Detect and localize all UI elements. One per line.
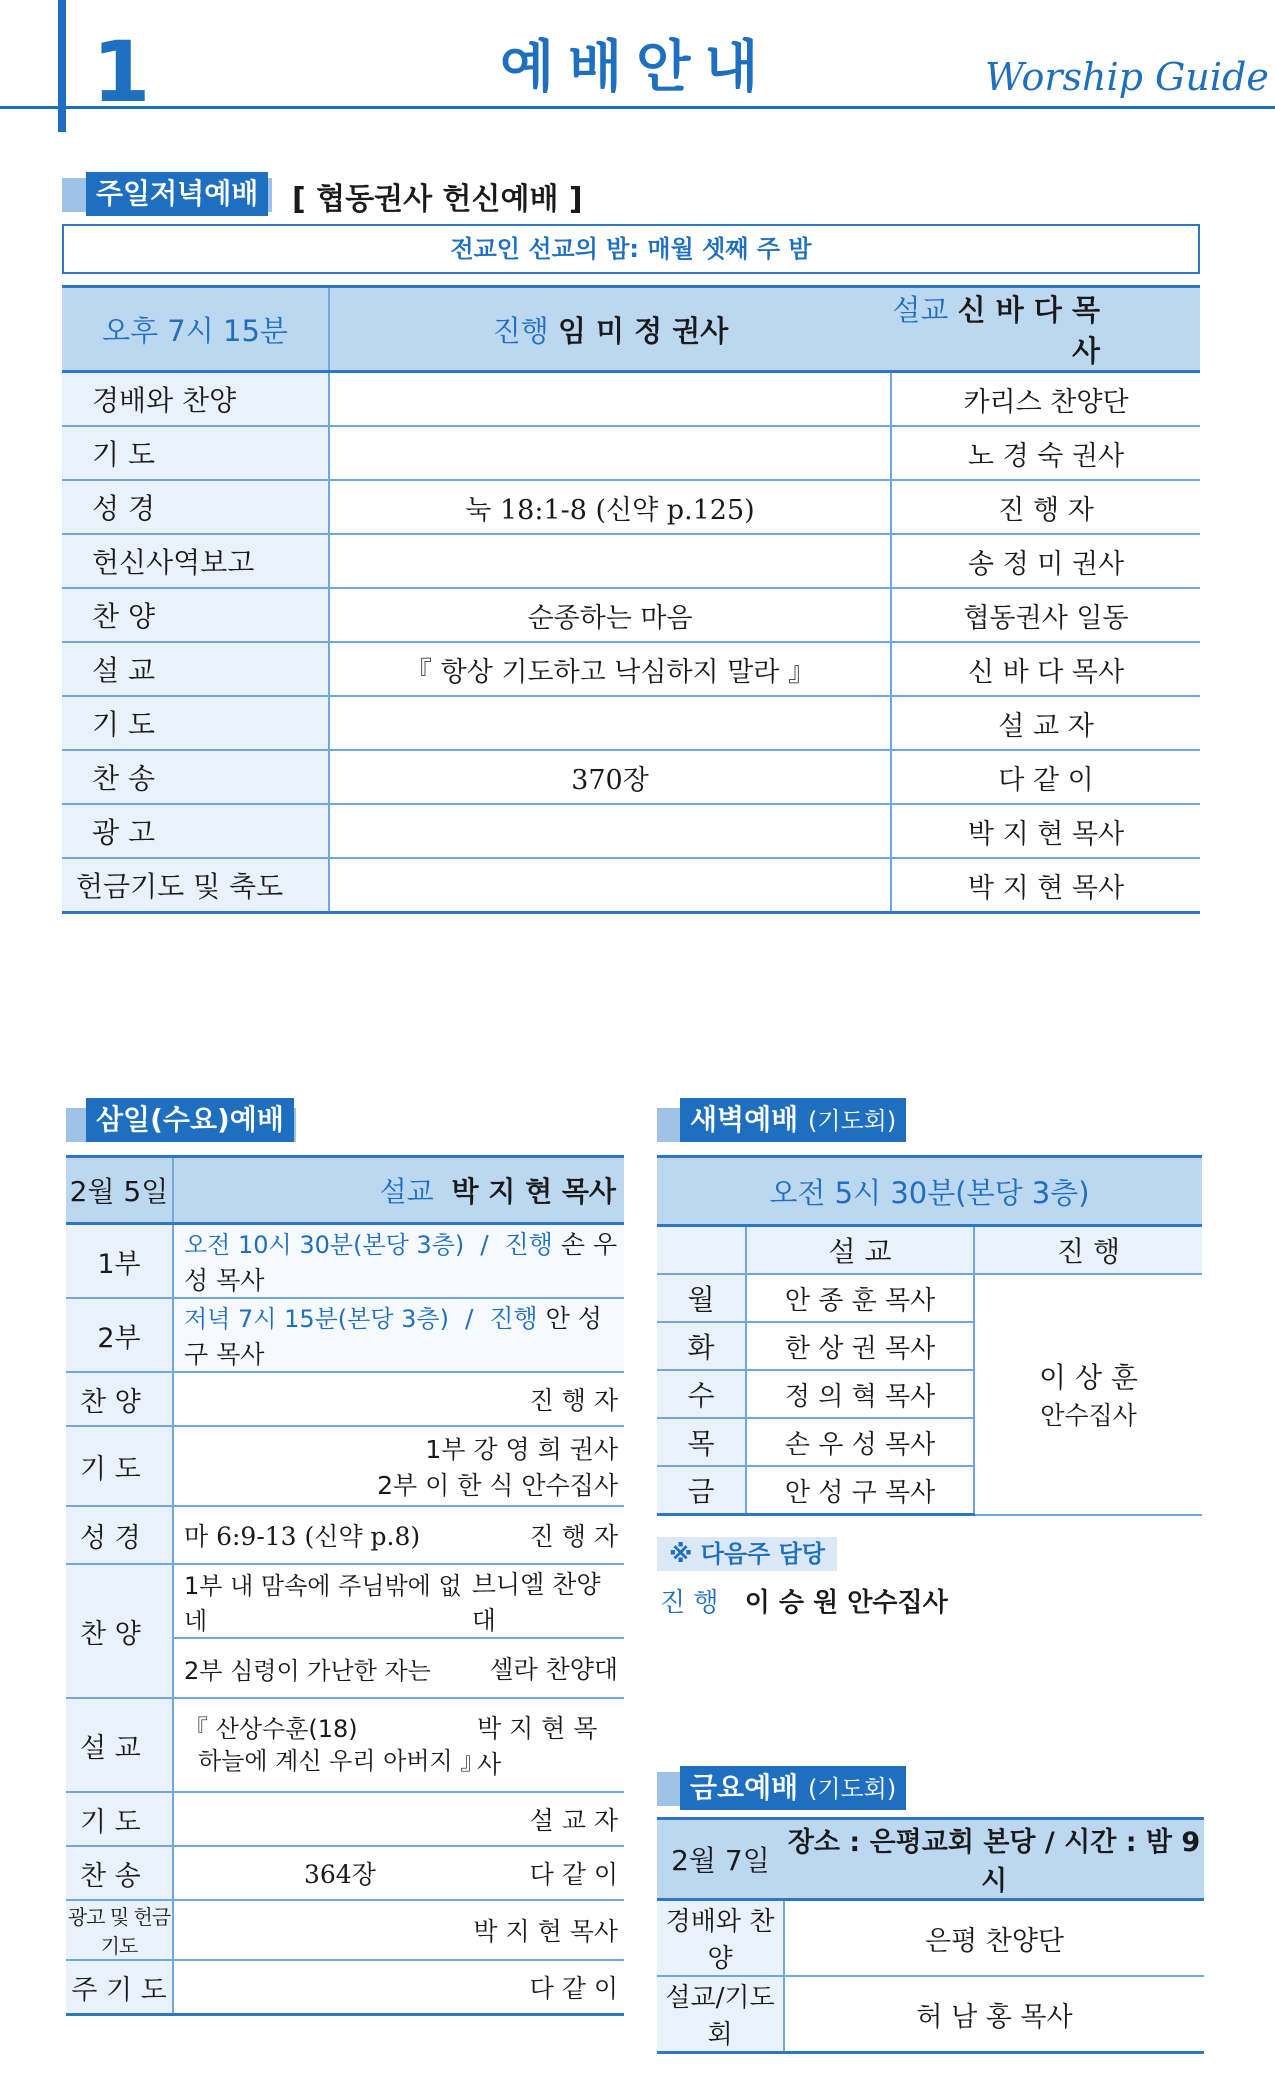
row-detail [173, 1846, 624, 1900]
leader-name: 임 미 정 권사 [557, 313, 729, 348]
day: 화 [657, 1322, 746, 1370]
friday-tag [680, 1766, 906, 1810]
wednesday-table [66, 1155, 624, 2016]
table-row [62, 750, 1200, 804]
table-row [66, 1698, 624, 1792]
part-detail [173, 1298, 624, 1372]
table-row [66, 1564, 624, 1638]
row-label: 기 도 [62, 696, 329, 750]
row-label [66, 1372, 173, 1426]
part-time: 저녁 7시 15분(본당 3층) [184, 1305, 449, 1333]
service-time: 오후 7시 15분 [62, 287, 329, 372]
leader-name: 안 성 구 목사 [184, 1304, 602, 1369]
table-row [62, 372, 1200, 427]
row-person: 박 지 현 목사 [173, 1900, 624, 1960]
dawn-table [657, 1155, 1202, 1516]
dawn-time: 오전 5시 30분(본당 3층) [657, 1157, 1202, 1226]
monthly-banner: 전교인 선교의 밤: 매월 셋째 주 밤 [62, 224, 1200, 274]
row-person: 카리스 찬양단 [891, 372, 1200, 427]
row-person: 송 정 미 권사 [891, 534, 1200, 588]
row-person: 노 경 숙 권사 [891, 426, 1200, 480]
preacher: 정 의 혁 목사 [746, 1370, 974, 1418]
row-label [66, 1426, 173, 1506]
leader-label: 진행 [492, 313, 549, 348]
row-person: 박 지 현 목사 [476, 1714, 598, 1779]
preacher: 안 성 구 목사 [746, 1466, 974, 1515]
col-sermon: 설 교 [746, 1226, 974, 1275]
table-subhead [657, 1226, 1202, 1275]
praise-song: 1부 내 맘속에 주님밖에 없네 [184, 1572, 462, 1635]
day: 금 [657, 1466, 746, 1515]
page-title: 예배안내 [500, 35, 773, 100]
table-head [62, 287, 1200, 372]
preacher-cell [173, 1157, 624, 1224]
table-head [66, 1157, 624, 1224]
table-row [66, 1298, 624, 1372]
row-content [329, 372, 891, 427]
wednesday-tag: 삼일(수요)예배 [86, 1098, 294, 1142]
part-time: 오전 10시 30분(본당 3층) [184, 1231, 465, 1259]
row-person: 신 바 다 목사 [891, 642, 1200, 696]
leader-label: 진행 [504, 1230, 553, 1259]
table-head [657, 1819, 1204, 1900]
row-label: 주 기 도 [66, 1960, 173, 2015]
day-header [657, 1226, 746, 1275]
row-content [329, 534, 891, 588]
header-rule [0, 106, 1275, 109]
row-person: 다 같 이 [529, 1860, 618, 1889]
leader-label: 진행 [489, 1304, 538, 1333]
row-label: 기 도 [62, 426, 329, 480]
dawn-leader-title: 안수집사 [1040, 1401, 1137, 1431]
row-label: 헌신사역보고 [62, 534, 329, 588]
row-person: 설 교 자 [173, 1792, 624, 1846]
row-content [329, 696, 891, 750]
table-row [66, 1426, 624, 1506]
separator: / [464, 1304, 474, 1333]
page-number: 1 [92, 23, 151, 121]
part-label: 1부 [66, 1224, 173, 1299]
table-row [66, 1960, 624, 2015]
row-detail [173, 1698, 624, 1792]
praise-choir: 브니엘 찬양대 [471, 1570, 601, 1635]
row-person: 협동권사 일동 [891, 588, 1200, 642]
separator: / [480, 1230, 489, 1259]
leader-cell [329, 287, 891, 372]
praise-choir: 셀라 찬양대 [489, 1655, 618, 1684]
row-label: 설 교 [62, 642, 329, 696]
label-text: 설 교 [80, 1732, 141, 1764]
label-text: 기 도 [80, 1453, 141, 1485]
prayer-part2: 2부 이 한 식 안수집사 [377, 1471, 618, 1500]
sermon-title-line1: 『 산상수훈(18) [184, 1715, 358, 1743]
row-label [66, 1792, 173, 1846]
page-subtitle: Worship Guide [985, 55, 1269, 99]
preacher-label: 설교 [892, 293, 949, 327]
row-person: 박 지 현 목사 [891, 858, 1200, 913]
row-content: 눅 18:1-8 (신약 p.125) [329, 480, 891, 534]
row-label: 성 경 [62, 480, 329, 534]
row-person: 박 지 현 목사 [891, 804, 1200, 858]
row-person: 은평 찬양단 [784, 1900, 1204, 1977]
friday-tag-title: 금요예배 [690, 1771, 799, 1804]
sunday-evening-table [62, 285, 1200, 914]
sermon-title [184, 1713, 485, 1777]
table-row [62, 696, 1200, 750]
friday-table [657, 1817, 1204, 2054]
table-row [66, 1224, 624, 1299]
date-cell: 2월 5일 [66, 1157, 173, 1224]
praise-part2 [173, 1638, 624, 1698]
sermon-title-line2: 하늘에 계신 우리 아버지 』 [198, 1747, 485, 1775]
row-label: 경배와 찬양 [657, 1900, 784, 1977]
table-row [66, 1792, 624, 1846]
row-detail [173, 1506, 624, 1564]
row-label: 경배와 찬양 [62, 372, 329, 427]
day: 수 [657, 1370, 746, 1418]
table-row [62, 588, 1200, 642]
label-text: 찬 송 [80, 1860, 141, 1892]
friday-tag-small: (기도회) [807, 1775, 897, 1803]
row-person: 진 행 자 [891, 480, 1200, 534]
dawn-tag-small: (기도회) [807, 1107, 897, 1135]
next-leader-label: 진 행 [660, 1588, 719, 1618]
table-row [657, 1976, 1204, 2053]
table-row [66, 1506, 624, 1564]
row-person: 설 교 자 [891, 696, 1200, 750]
prayer-part1: 1부 강 영 희 권사 [425, 1435, 618, 1464]
preacher: 손 우 성 목사 [746, 1418, 974, 1466]
table-row [62, 534, 1200, 588]
row-label: 설교/기도회 [657, 1976, 784, 2053]
preacher: 안 종 훈 목사 [746, 1274, 974, 1322]
row-persons [173, 1426, 624, 1506]
praise-part1 [173, 1564, 624, 1638]
dawn-tag-title: 새벽예배 [690, 1103, 799, 1136]
table-row [66, 1372, 624, 1426]
row-label [66, 1698, 173, 1792]
part-label: 2부 [66, 1298, 173, 1372]
row-label: 광 고 [62, 804, 329, 858]
row-person: 허 남 홍 목사 [784, 1976, 1204, 2053]
row-content [329, 858, 891, 913]
label-text: 성 경 [80, 1522, 141, 1554]
sunday-evening-tag: 주일저녁예배 [86, 172, 268, 216]
friday-date: 2월 7일 [657, 1819, 784, 1900]
table-row [62, 858, 1200, 913]
table-row [657, 1274, 1202, 1322]
dawn-leader [974, 1274, 1202, 1515]
scripture-ref: 마 6:9-13 (신약 p.8) [184, 1522, 421, 1551]
table-row [62, 480, 1200, 534]
row-label: 광고 및 헌금기도 [66, 1900, 173, 1960]
row-label [66, 1564, 173, 1698]
row-content [329, 426, 891, 480]
row-content: 『 항상 기도하고 낙심하지 말라 』 [329, 642, 891, 696]
next-week-label: ※ 다음주 담당 [657, 1537, 837, 1571]
preacher-name: 신 바 다 목사 [957, 293, 1100, 368]
day: 목 [657, 1418, 746, 1466]
part-detail [173, 1224, 624, 1299]
next-week-leader [660, 1582, 948, 1619]
hymn-number: 364장 [304, 1860, 376, 1889]
table-row [66, 1900, 624, 1960]
row-label: 찬 양 [62, 588, 329, 642]
sunday-evening-subtitle: [ 협동권사 헌신예배 ] [292, 182, 583, 217]
preacher-cell [891, 287, 1200, 372]
table-head [657, 1157, 1202, 1226]
friday-info: 장소 : 은평교회 본당 / 시간 : 밤 9시 [784, 1819, 1204, 1900]
row-person: 진 행 자 [529, 1522, 618, 1551]
leader-name: 손 우 성 목사 [184, 1230, 618, 1295]
row-content [329, 804, 891, 858]
table-row [66, 1846, 624, 1900]
preacher-name: 박 지 현 목사 [451, 1175, 616, 1208]
table-row [62, 804, 1200, 858]
praise-song: 2부 심령이 가난한 자는 [184, 1656, 431, 1685]
row-content: 370장 [329, 750, 891, 804]
row-content: 순종하는 마음 [329, 588, 891, 642]
table-row [62, 426, 1200, 480]
table-row [62, 642, 1200, 696]
header-accent-bar [58, 0, 66, 132]
row-label [66, 1506, 173, 1564]
label-text: 찬 양 [80, 1618, 141, 1650]
label-text: 기 도 [80, 1806, 141, 1838]
label-text: 찬 양 [80, 1386, 141, 1418]
row-label: 헌금기도 및 축도 [62, 858, 329, 913]
dawn-tag [680, 1098, 906, 1142]
preacher: 한 상 권 목사 [746, 1322, 974, 1370]
row-label: 찬 송 [62, 750, 329, 804]
row-person: 다 같 이 [173, 1960, 624, 2015]
day: 월 [657, 1274, 746, 1322]
row-label [66, 1846, 173, 1900]
row-person: 다 같 이 [891, 750, 1200, 804]
next-leader-name: 이 승 원 안수집사 [744, 1588, 948, 1618]
row-person: 진 행 자 [173, 1372, 624, 1426]
dawn-leader-name: 이 상 훈 [1039, 1361, 1138, 1395]
col-leader: 진 행 [974, 1226, 1202, 1275]
preacher-label: 설교 [379, 1175, 434, 1208]
table-row [657, 1900, 1204, 1977]
